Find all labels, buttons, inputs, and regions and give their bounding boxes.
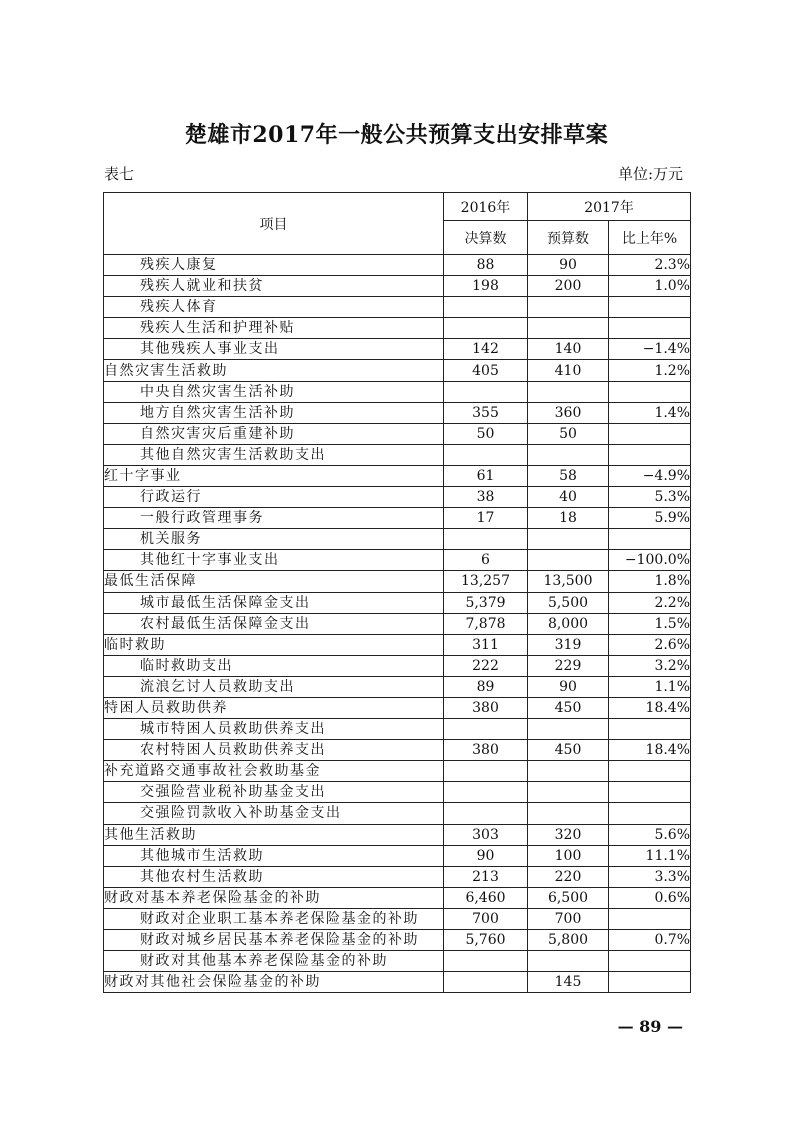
final-2016-cell	[444, 297, 528, 318]
table-row	[104, 381, 691, 402]
budget-2017-cell: 700	[528, 908, 609, 929]
budget-2017-cell: 18	[528, 508, 609, 529]
table-row	[104, 255, 691, 276]
table-row	[104, 803, 691, 824]
ratio-cell: 3.3%	[609, 866, 691, 887]
budget-2017-cell: 90	[528, 255, 609, 276]
table-row	[104, 697, 691, 718]
table-row	[104, 972, 691, 993]
item-name-cell: 其他自然灾害生活救助支出	[104, 444, 444, 465]
table-row	[104, 339, 691, 360]
budget-2017-cell: 319	[528, 634, 609, 655]
item-name-cell: 流浪乞讨人员救助支出	[104, 676, 444, 697]
ratio-cell	[609, 803, 691, 824]
item-name-cell: 自然灾害灾后重建补助	[104, 423, 444, 444]
budget-2017-cell: 360	[528, 402, 609, 423]
budget-2017-cell: 5,500	[528, 592, 609, 613]
item-name-cell: 补充道路交通事故社会救助基金	[104, 761, 444, 782]
item-name-cell: 财政对其他社会保险基金的补助	[104, 972, 444, 993]
final-2016-cell: 213	[444, 866, 528, 887]
table-row	[104, 655, 691, 676]
final-2016-cell: 405	[444, 360, 528, 381]
budget-2017-cell: 6,500	[528, 887, 609, 908]
item-name-cell: 财政对其他基本养老保险基金的补助	[104, 951, 444, 972]
item-name-cell: 城市最低生活保障金支出	[104, 592, 444, 613]
item-name-cell: 残疾人生活和护理补贴	[104, 318, 444, 339]
table-row	[104, 845, 691, 866]
ratio-cell	[609, 761, 691, 782]
table-number: 表七	[104, 165, 135, 183]
ratio-cell: 5.9%	[609, 508, 691, 529]
final-2016-cell: 311	[444, 634, 528, 655]
table-body	[104, 255, 691, 993]
budget-2017-cell: 450	[528, 697, 609, 718]
ratio-cell: 2.6%	[609, 634, 691, 655]
budget-2017-cell	[528, 529, 609, 550]
item-name-cell: 残疾人体育	[104, 297, 444, 318]
budget-2017-cell	[528, 761, 609, 782]
item-name-cell: 中央自然灾害生活补助	[104, 381, 444, 402]
final-2016-cell: 90	[444, 845, 528, 866]
budget-2017-cell	[528, 550, 609, 571]
ratio-cell: 0.6%	[609, 887, 691, 908]
item-name-cell: 城市特困人员救助供养支出	[104, 719, 444, 740]
budget-2017-cell	[528, 951, 609, 972]
table-row	[104, 761, 691, 782]
budget-2017-cell: 145	[528, 972, 609, 993]
ratio-cell: 3.2%	[609, 655, 691, 676]
table-row	[104, 740, 691, 761]
table-row	[104, 719, 691, 740]
budget-2017-cell: 229	[528, 655, 609, 676]
ratio-cell: −1.4%	[609, 339, 691, 360]
item-name-cell: 农村最低生活保障金支出	[104, 613, 444, 634]
item-name-cell: 临时救助	[104, 634, 444, 655]
ratio-cell	[609, 297, 691, 318]
ratio-cell	[609, 972, 691, 993]
table-row	[104, 930, 691, 951]
budget-2017-cell: 13,500	[528, 571, 609, 592]
item-name-cell: 自然灾害生活救助	[104, 360, 444, 381]
ratio-cell: −100.0%	[609, 550, 691, 571]
final-2016-cell: 89	[444, 676, 528, 697]
ratio-cell	[609, 318, 691, 339]
budget-2017-cell: 320	[528, 824, 609, 845]
table-row	[104, 423, 691, 444]
final-2016-cell: 50	[444, 423, 528, 444]
budget-2017-cell: 100	[528, 845, 609, 866]
budget-2017-cell: 90	[528, 676, 609, 697]
final-2016-cell: 13,257	[444, 571, 528, 592]
table-row	[104, 444, 691, 465]
table-row	[104, 613, 691, 634]
table-row	[104, 592, 691, 613]
budget-table	[103, 192, 691, 993]
item-name-cell: 交强险营业税补助基金支出	[104, 782, 444, 803]
budget-2017-cell: 140	[528, 339, 609, 360]
ratio-cell: 5.3%	[609, 487, 691, 508]
final-2016-cell: 380	[444, 697, 528, 718]
ratio-cell	[609, 719, 691, 740]
ratio-cell	[609, 529, 691, 550]
table-row	[104, 634, 691, 655]
table-row	[104, 508, 691, 529]
item-name-cell: 机关服务	[104, 529, 444, 550]
ratio-cell	[609, 423, 691, 444]
table-row	[104, 951, 691, 972]
table-row	[104, 866, 691, 887]
final-2016-cell: 17	[444, 508, 528, 529]
budget-2017-cell: 410	[528, 360, 609, 381]
budget-2017-cell: 40	[528, 487, 609, 508]
item-name-cell: 其他生活救助	[104, 824, 444, 845]
item-name-cell: 红十字事业	[104, 465, 444, 486]
table-row	[104, 550, 691, 571]
item-name-cell: 财政对城乡居民基本养老保险基金的补助	[104, 930, 444, 951]
unit-label: 单位:万元	[617, 165, 683, 183]
ratio-cell: 2.2%	[609, 592, 691, 613]
header-item: 项目	[104, 193, 444, 255]
item-name-cell: 其他红十字事业支出	[104, 550, 444, 571]
budget-2017-cell: 50	[528, 423, 609, 444]
table-row	[104, 487, 691, 508]
header-ratio: 比上年%	[609, 221, 691, 255]
table-row	[104, 571, 691, 592]
budget-2017-cell: 200	[528, 276, 609, 297]
final-2016-cell	[444, 318, 528, 339]
final-2016-cell	[444, 381, 528, 402]
item-name-cell: 财政对企业职工基本养老保险基金的补助	[104, 908, 444, 929]
table-row	[104, 529, 691, 550]
ratio-cell: 1.0%	[609, 276, 691, 297]
ratio-cell: 5.6%	[609, 824, 691, 845]
budget-2017-cell	[528, 444, 609, 465]
ratio-cell: 18.4%	[609, 697, 691, 718]
item-name-cell: 其他农村生活救助	[104, 866, 444, 887]
ratio-cell: 1.8%	[609, 571, 691, 592]
budget-2017-cell: 8,000	[528, 613, 609, 634]
ratio-cell	[609, 908, 691, 929]
budget-2017-cell	[528, 719, 609, 740]
budget-2017-cell	[528, 318, 609, 339]
ratio-cell	[609, 381, 691, 402]
final-2016-cell: 6,460	[444, 887, 528, 908]
item-name-cell: 残疾人就业和扶贫	[104, 276, 444, 297]
ratio-cell: 2.3%	[609, 255, 691, 276]
table-row	[104, 824, 691, 845]
ratio-cell	[609, 951, 691, 972]
budget-2017-cell	[528, 782, 609, 803]
item-name-cell: 最低生活保障	[104, 571, 444, 592]
budget-2017-cell: 58	[528, 465, 609, 486]
item-name-cell: 行政运行	[104, 487, 444, 508]
final-2016-cell: 222	[444, 655, 528, 676]
item-name-cell: 特困人员救助供养	[104, 697, 444, 718]
item-name-cell: 其他残疾人事业支出	[104, 339, 444, 360]
table-row	[104, 360, 691, 381]
table-row	[104, 402, 691, 423]
final-2016-cell: 7,878	[444, 613, 528, 634]
final-2016-cell: 5,379	[444, 592, 528, 613]
final-2016-cell	[444, 951, 528, 972]
header-2017: 2017年	[528, 193, 691, 221]
ratio-cell: 1.4%	[609, 402, 691, 423]
ratio-cell: 1.1%	[609, 676, 691, 697]
table-row	[104, 276, 691, 297]
final-2016-cell	[444, 803, 528, 824]
item-name-cell: 残疾人康复	[104, 255, 444, 276]
header-2016: 2016年	[444, 193, 528, 221]
final-2016-cell: 380	[444, 740, 528, 761]
final-2016-cell: 61	[444, 465, 528, 486]
item-name-cell: 临时救助支出	[104, 655, 444, 676]
final-2016-cell	[444, 972, 528, 993]
budget-2017-cell: 220	[528, 866, 609, 887]
item-name-cell: 财政对基本养老保险基金的补助	[104, 887, 444, 908]
final-2016-cell: 5,760	[444, 930, 528, 951]
table-row	[104, 908, 691, 929]
table-row	[104, 297, 691, 318]
header-budget: 预算数	[528, 221, 609, 255]
ratio-cell: 1.5%	[609, 613, 691, 634]
table-row	[104, 676, 691, 697]
table-row	[104, 465, 691, 486]
item-name-cell: 一般行政管理事务	[104, 508, 444, 529]
final-2016-cell: 198	[444, 276, 528, 297]
final-2016-cell: 88	[444, 255, 528, 276]
final-2016-cell	[444, 719, 528, 740]
ratio-cell: 1.2%	[609, 360, 691, 381]
budget-2017-cell	[528, 381, 609, 402]
ratio-cell: −4.9%	[609, 465, 691, 486]
final-2016-cell	[444, 761, 528, 782]
final-2016-cell: 142	[444, 339, 528, 360]
final-2016-cell: 355	[444, 402, 528, 423]
final-2016-cell	[444, 529, 528, 550]
budget-2017-cell: 5,800	[528, 930, 609, 951]
final-2016-cell	[444, 444, 528, 465]
page-number: — 89 —	[617, 1017, 683, 1036]
item-name-cell: 地方自然灾害生活补助	[104, 402, 444, 423]
table-row	[104, 782, 691, 803]
ratio-cell: 18.4%	[609, 740, 691, 761]
table-row	[104, 887, 691, 908]
budget-2017-cell: 450	[528, 740, 609, 761]
item-name-cell: 其他城市生活救助	[104, 845, 444, 866]
final-2016-cell: 303	[444, 824, 528, 845]
budget-2017-cell	[528, 803, 609, 824]
item-name-cell: 交强险罚款收入补助基金支出	[104, 803, 444, 824]
header-final: 决算数	[444, 221, 528, 255]
ratio-cell: 11.1%	[609, 845, 691, 866]
page-title: 楚雄市2017年一般公共预算支出安排草案	[184, 122, 609, 148]
item-name-cell: 农村特困人员救助供养支出	[104, 740, 444, 761]
ratio-cell: 0.7%	[609, 930, 691, 951]
ratio-cell	[609, 782, 691, 803]
final-2016-cell	[444, 782, 528, 803]
budget-2017-cell	[528, 297, 609, 318]
ratio-cell	[609, 444, 691, 465]
final-2016-cell: 700	[444, 908, 528, 929]
final-2016-cell: 6	[444, 550, 528, 571]
table-row	[104, 318, 691, 339]
final-2016-cell: 38	[444, 487, 528, 508]
